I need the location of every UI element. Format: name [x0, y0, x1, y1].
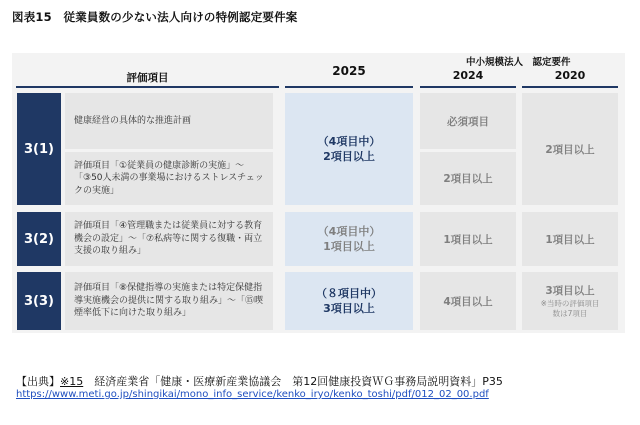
requirement-2020-3-3-note-line1: ※当時の評価項目 [540, 299, 600, 308]
row-label-3-1: 3(1) [17, 93, 61, 205]
header-underline-2024 [420, 86, 516, 88]
requirement-2025-3-2-value: 1項目以上 [323, 240, 375, 253]
header-eval-items: 評価項目 [126, 72, 169, 84]
requirement-2020-3-1: 2項目以上 [522, 93, 618, 205]
requirement-2020-3-3-value: 3項目以上 [545, 285, 595, 297]
requirement-2025-3-1-value: 2項目以上 [323, 150, 375, 163]
source-prefix: 【出典】 [16, 375, 60, 388]
requirement-2025-3-3-value: 3項目以上 [323, 302, 375, 315]
header-underline-2025 [285, 86, 413, 88]
header-year-2024: 2024 [452, 69, 484, 82]
source-text: 経済産業省「健康・医療新産業協議会 第12回健康投資ＷＧ事務局説明資料」P35 [94, 375, 503, 388]
requirement-2020-3-3 [522, 272, 618, 330]
requirement-2025-3-2-scope: （4項目中） [317, 225, 381, 238]
row-label-3-3: 3(3) [17, 272, 61, 330]
requirement-2025-3-2 [285, 212, 413, 266]
requirement-2025-3-3 [285, 272, 413, 330]
source-reference-mark: ※15 [60, 375, 84, 388]
eval-item-3-3: 評価項目「⑧保健指導の実施または特定保健指導実施機会の提供に関する取り組み」～「⑮喫煙率低下に向けた取り組み」 [65, 272, 273, 330]
header-year-2020: 2020 [554, 69, 586, 82]
requirement-2025-3-1 [285, 93, 413, 205]
header-sme-requirements: 中小規模法人 認定要件 [466, 57, 571, 68]
eval-item-3-2: 評価項目「④管理職または従業員に対する教育機会の設定」～「⑦私病等に関する復職・両立支援の取り組み」 [65, 212, 273, 266]
header-underline-2020 [522, 86, 618, 88]
figure-title: 図表15 従業員数の少ない法人向けの特例認定要件案 [12, 10, 298, 24]
requirement-2024-3-1-plan: 必須項目 [420, 93, 516, 149]
requirement-2025-3-1-scope: （4項目中） [317, 135, 381, 148]
header-year-2025: 2025 [332, 64, 366, 78]
row-label-3-2: 3(2) [17, 212, 61, 266]
requirement-2024-3-1-checkup: 2項目以上 [420, 152, 516, 205]
eval-item-3-1-plan: 健康経営の具体的な推進計画 [65, 93, 273, 149]
requirement-2025-3-3-scope: （８項目中） [316, 287, 382, 300]
requirement-2024-3-3: 4項目以上 [420, 272, 516, 330]
header-underline-eval [16, 86, 279, 88]
source-citation [16, 373, 503, 389]
eval-item-3-1-checkup: 評価項目「①従業員の健康診断の実施」～「③50人未満の事業場におけるストレスチェックの実施」 [65, 152, 273, 205]
requirement-2024-3-2: 1項目以上 [420, 212, 516, 266]
source-url-link[interactable]: https://www.meti.go.jp/shingikai/mono_info_service/kenko_iryo/kenko_toshi/pdf/012_02_00.pdf [16, 389, 489, 400]
requirement-2020-3-2: 1項目以上 [522, 212, 618, 266]
requirement-2020-3-3-note-line2: 数は7項目 [552, 309, 588, 318]
